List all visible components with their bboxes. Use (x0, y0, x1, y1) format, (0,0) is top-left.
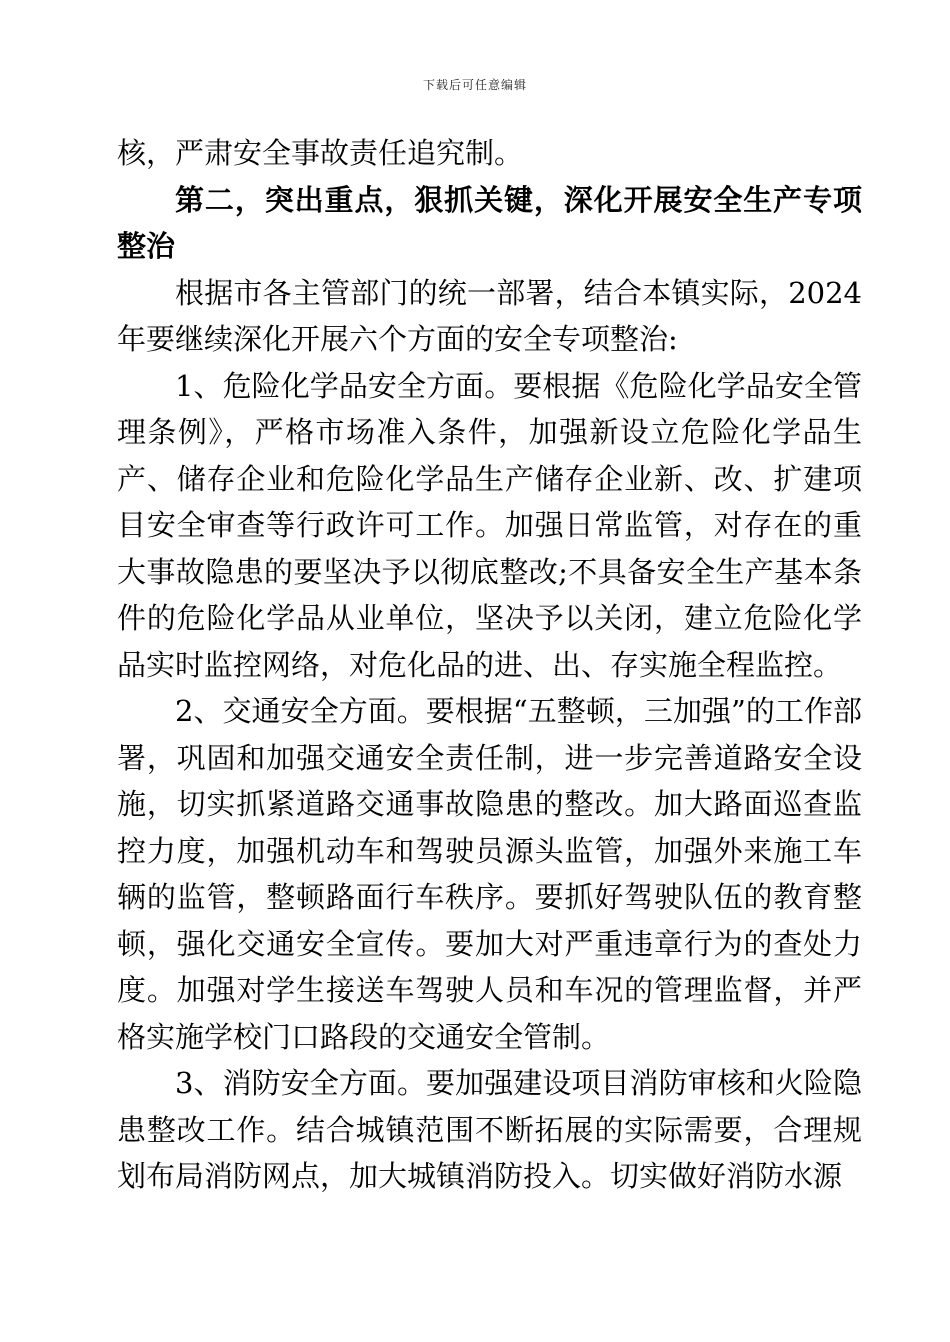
paragraph-traffic-safety: 2、交通安全方面。要根据“五整顿，三加强”的工作部署，巩固和加强交通安全责任制，进一步完善道路安全设施，切实抓紧道路交通事故隐患的整改。加大路面巡查监控力度，加强机动车和驾驶员源头监管，加强外来施工车辆的监管，整顿路面行车秩序。要抓好驾驶队伍的教育整顿，强化交通安全宣传。要加大对严重违章行为的查处力度。加强对学生接送车驾驶人员和车况的管理监督，并严格实施学校门口路段的交通安全管制。 (117, 694, 862, 1054)
paragraph-chemical-safety: 1、危险化学品安全方面。要根据《危险化学品安全管理条例》，严格市场准入条件，加强新设立危险化学品生产、储存企业和危险化学品生产储存企业新、改、扩建项目安全审查等行政许可工作。加强日常监管，对存在的重大事故隐患的要坚决予以彻底整改;不具备安全生产基本条件的危险化学品从业单位，坚决予以关闭，建立危险化学品实时监控网络，对危化品的进、出、存实施全程监控。 (117, 368, 862, 682)
document-body (117, 130, 862, 1200)
paragraph-intro: 根据市各主管部门的统一部署，结合本镇实际，2024年要继续深化开展六个方面的安全专项整治: (117, 275, 862, 356)
section-heading: 第二，突出重点，狠抓关键，深化开展安全生产专项整治 (117, 182, 862, 263)
paragraph-continuation: 核，严肃安全事故责任追究制。 (117, 136, 524, 170)
page-header: 下载后可任意编辑 (422, 78, 527, 92)
paragraph-fire-safety: 3、消防安全方面。要加强建设项目消防审核和火险隐患整改工作。结合城镇范围不断拓展的实际需要，合理规划布局消防网点，加大城镇消防投入。切实做好消防水源 (117, 1066, 862, 1193)
